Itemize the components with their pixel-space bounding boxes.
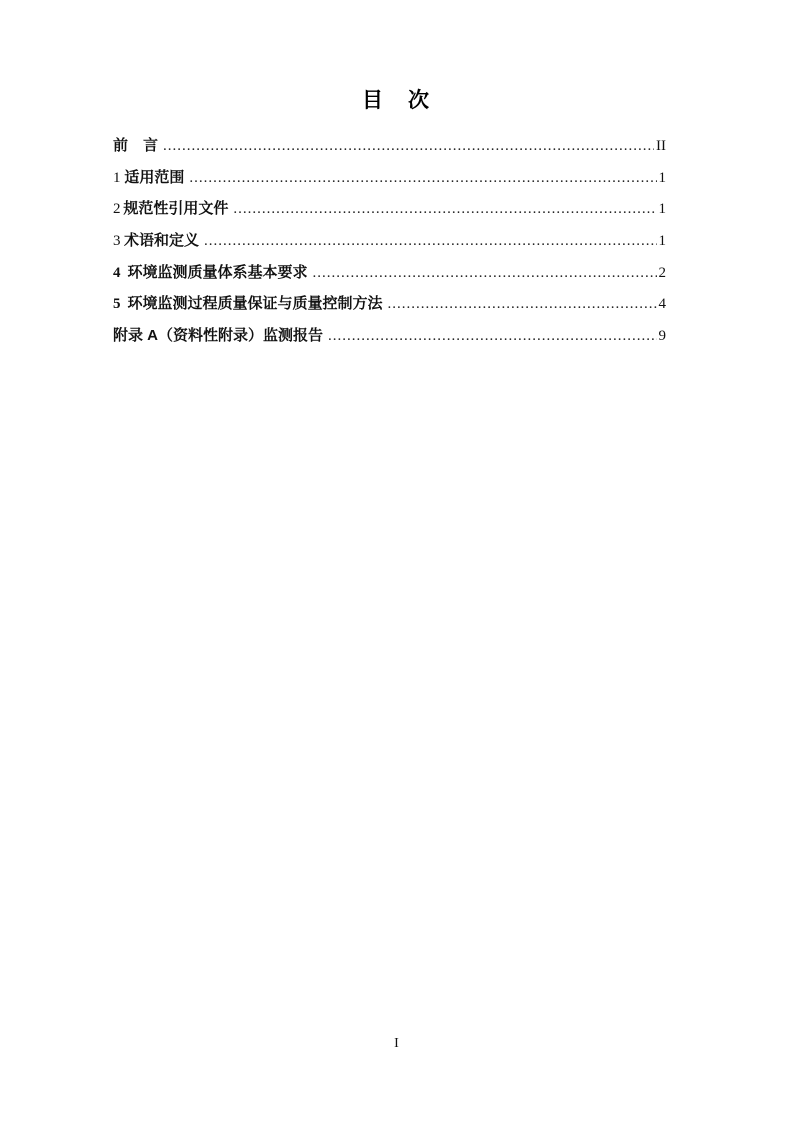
toc-entry-quality-system-requirements [113, 257, 666, 289]
toc-entry-foreword [113, 130, 666, 162]
toc-entry-number: 3 [113, 233, 121, 250]
toc-entry-label: 适用范围 [124, 168, 185, 186]
toc-entry-number: 5 [113, 296, 121, 313]
dotted-leader [328, 321, 656, 353]
toc-entry-number: 1 [113, 169, 121, 186]
toc-entry-label: 规范性引用文件 [123, 200, 229, 218]
table-of-contents [113, 130, 666, 352]
dotted-leader [204, 226, 656, 258]
toc-entry-qa-qc-methods [113, 288, 666, 320]
footer-page-number: I [394, 1036, 399, 1051]
toc-entry-page: 1 [658, 201, 666, 218]
dotted-leader [388, 289, 657, 321]
toc-entry-label: 环境监测过程质量保证与质量控制方法 [127, 295, 383, 313]
toc-entry-page: II [656, 138, 666, 154]
toc-entry-number: 4 [113, 264, 121, 281]
toc-entry-page: 9 [658, 328, 666, 345]
toc-entry-page: 1 [658, 169, 666, 186]
toc-entry-page: 2 [658, 264, 666, 281]
toc-entry-terms-definitions [113, 225, 666, 257]
toc-entry-label: 环境监测质量体系基本要求 [127, 263, 308, 281]
dotted-leader [313, 258, 657, 290]
toc-entry-scope [113, 162, 666, 194]
toc-entry-page: 4 [658, 296, 666, 313]
toc-entry-label: 附录 A（资料性附录）监测报告 [113, 327, 324, 345]
toc-entry-page: 1 [658, 233, 666, 250]
page-title: 目 次 [362, 89, 431, 112]
dotted-leader [163, 131, 654, 163]
toc-entry-appendix-a [113, 320, 666, 352]
toc-entry-number: 2 [113, 201, 121, 218]
dotted-leader [189, 163, 656, 195]
toc-entry-normative-references [113, 193, 666, 225]
dotted-leader [233, 194, 656, 226]
toc-entry-label: 术语和定义 [124, 232, 200, 250]
toc-entry-label: 前 言 [113, 137, 159, 154]
